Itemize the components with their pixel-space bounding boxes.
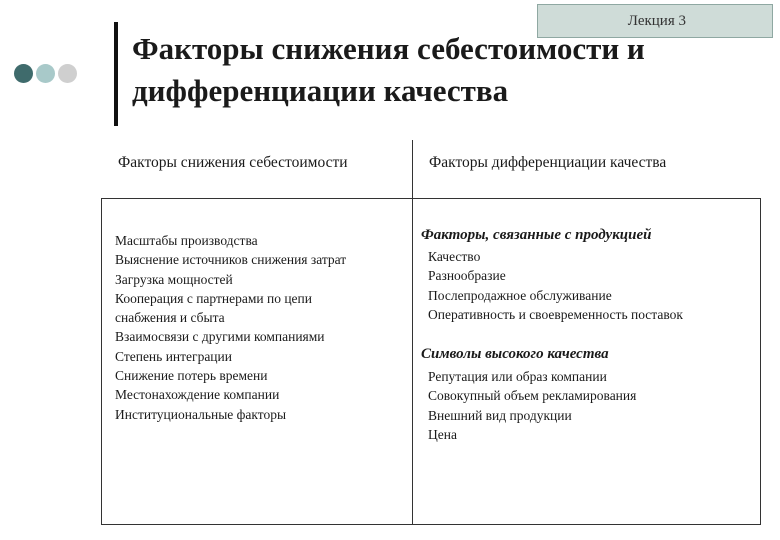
- group-title-quality-symbols: Символы высокого качества: [421, 346, 609, 362]
- lecture-label: Лекция 3: [537, 4, 773, 38]
- dot-dark: [14, 64, 33, 83]
- decorative-dots: [14, 64, 77, 83]
- list-item: Оперативность и своевременность поставок: [428, 306, 683, 322]
- list-item: Послепродажное обслуживание: [428, 287, 612, 303]
- list-item: Внешний вид продукции: [428, 407, 572, 423]
- product-factors-list: [428, 247, 768, 324]
- list-item: Кооперация с партнерами по цепи: [115, 290, 312, 306]
- list-item: Загрузка мощностей: [115, 271, 233, 287]
- dot-light: [36, 64, 55, 83]
- list-item: Масштабы производства: [115, 233, 258, 248]
- cost-factors-list: [115, 231, 405, 424]
- quality-symbols-list: [428, 367, 768, 444]
- list-item: Совокупный объем рекламирования: [428, 388, 637, 404]
- list-item: Цена: [428, 426, 457, 442]
- list-item: Разнообразие: [428, 268, 506, 284]
- list-item: Выяснение источников снижения затрат: [115, 252, 347, 268]
- slide-title: Факторы снижения себестоимости и дифференциации качества: [132, 31, 645, 108]
- group-title-product: Факторы, связанные с продукцией: [421, 227, 652, 243]
- list-item: Качество: [428, 249, 481, 264]
- dot-gray: [58, 64, 77, 83]
- list-item: Репутация или образ компании: [428, 369, 607, 384]
- right-column-heading: Факторы дифференциации качества: [429, 154, 667, 171]
- left-column-heading: Факторы снижения себестоимости: [118, 154, 348, 171]
- list-item: Степень интеграции: [115, 348, 232, 364]
- column-divider: [412, 140, 413, 525]
- list-item: Взаимосвязи с другими компаниями: [115, 329, 325, 345]
- list-item: Снижение потерь времени: [115, 368, 268, 384]
- list-item: снабжения и сбыта: [115, 310, 225, 326]
- list-item: Институциональные факторы: [115, 406, 287, 422]
- list-item: Местонахождение компании: [115, 387, 280, 403]
- title-accent-bar: [114, 22, 118, 126]
